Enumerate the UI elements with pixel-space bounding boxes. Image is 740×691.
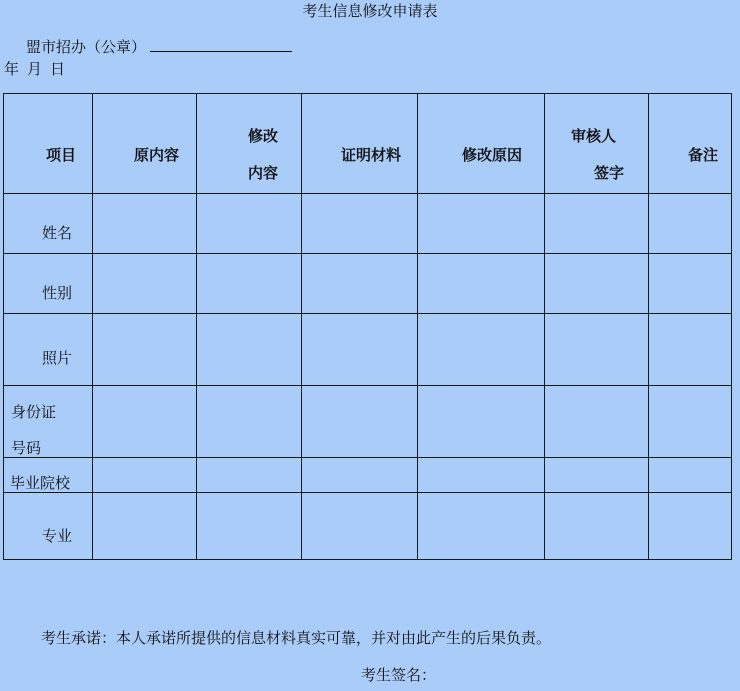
- date-day: 日: [50, 60, 66, 78]
- cell-proof-photo[interactable]: [302, 314, 418, 386]
- header-proof: 证明材料: [302, 94, 418, 194]
- cell-remarks-photo[interactable]: [649, 314, 732, 386]
- cell-modified-id[interactable]: [197, 386, 302, 458]
- cell-reviewer-photo[interactable]: [545, 314, 649, 386]
- cell-modified-school[interactable]: [197, 458, 302, 493]
- row-label-photo: 照片: [4, 314, 93, 386]
- cell-reviewer-major[interactable]: [545, 493, 649, 560]
- modification-table: [3, 93, 732, 560]
- cell-modified-sex[interactable]: [197, 254, 302, 314]
- table-row: [4, 458, 732, 493]
- table-header-row: [4, 94, 732, 194]
- row-label-major: 专业: [4, 493, 93, 560]
- cell-original-school[interactable]: [93, 458, 197, 493]
- cell-original-major[interactable]: [93, 493, 197, 560]
- cell-original-sex[interactable]: [93, 254, 197, 314]
- issuer-field: [26, 36, 292, 57]
- issuer-stamp-line: [150, 39, 292, 52]
- cell-remarks-name[interactable]: [649, 194, 732, 254]
- date-year: 年: [4, 60, 20, 78]
- cell-proof-name[interactable]: [302, 194, 418, 254]
- cell-reason-id[interactable]: [418, 386, 545, 458]
- header-original: 原内容: [93, 94, 197, 194]
- row-label-name: 姓名: [4, 194, 93, 254]
- cell-modified-major[interactable]: [197, 493, 302, 560]
- table-row: [4, 194, 732, 254]
- header-modified: 修改 内容: [197, 94, 302, 194]
- cell-proof-major[interactable]: [302, 493, 418, 560]
- cell-remarks-id[interactable]: [649, 386, 732, 458]
- cell-remarks-school[interactable]: [649, 458, 732, 493]
- candidate-pledge: 考生承诺：本人承诺所提供的信息材料真实可靠，并对由此产生的后果负责。: [41, 629, 552, 647]
- row-label-school: 毕业院校: [4, 458, 93, 493]
- header-remarks: 备注: [649, 94, 732, 194]
- cell-reason-photo[interactable]: [418, 314, 545, 386]
- cell-reason-name[interactable]: [418, 194, 545, 254]
- header-reason: 修改原因: [418, 94, 545, 194]
- cell-reviewer-id[interactable]: [545, 386, 649, 458]
- header-item: 项目: [4, 94, 93, 194]
- row-label-sex: 性别: [4, 254, 93, 314]
- cell-original-photo[interactable]: [93, 314, 197, 386]
- cell-proof-sex[interactable]: [302, 254, 418, 314]
- cell-reviewer-name[interactable]: [545, 194, 649, 254]
- table-row: [4, 493, 732, 560]
- cell-reason-school[interactable]: [418, 458, 545, 493]
- issuer-label: 盟市招办（公章）: [26, 38, 147, 56]
- table-row: [4, 314, 732, 386]
- cell-modified-name[interactable]: [197, 194, 302, 254]
- row-label-id-number: 身份证 号码: [4, 386, 93, 458]
- table-row: [4, 386, 732, 458]
- cell-remarks-sex[interactable]: [649, 254, 732, 314]
- cell-original-id[interactable]: [93, 386, 197, 458]
- form-title: 考生信息修改申请表: [302, 2, 438, 20]
- cell-reason-major[interactable]: [418, 493, 545, 560]
- cell-reviewer-school[interactable]: [545, 458, 649, 493]
- cell-original-name[interactable]: [93, 194, 197, 254]
- cell-remarks-major[interactable]: [649, 493, 732, 560]
- cell-modified-photo[interactable]: [197, 314, 302, 386]
- cell-proof-id[interactable]: [302, 386, 418, 458]
- date-line: [4, 58, 73, 79]
- cell-reviewer-sex[interactable]: [545, 254, 649, 314]
- date-month: 月: [27, 60, 43, 78]
- candidate-signature-label: 考生签名：: [361, 666, 437, 684]
- cell-proof-school[interactable]: [302, 458, 418, 493]
- header-reviewer: 审核人 签字: [545, 94, 649, 194]
- table-row: [4, 254, 732, 314]
- cell-reason-sex[interactable]: [418, 254, 545, 314]
